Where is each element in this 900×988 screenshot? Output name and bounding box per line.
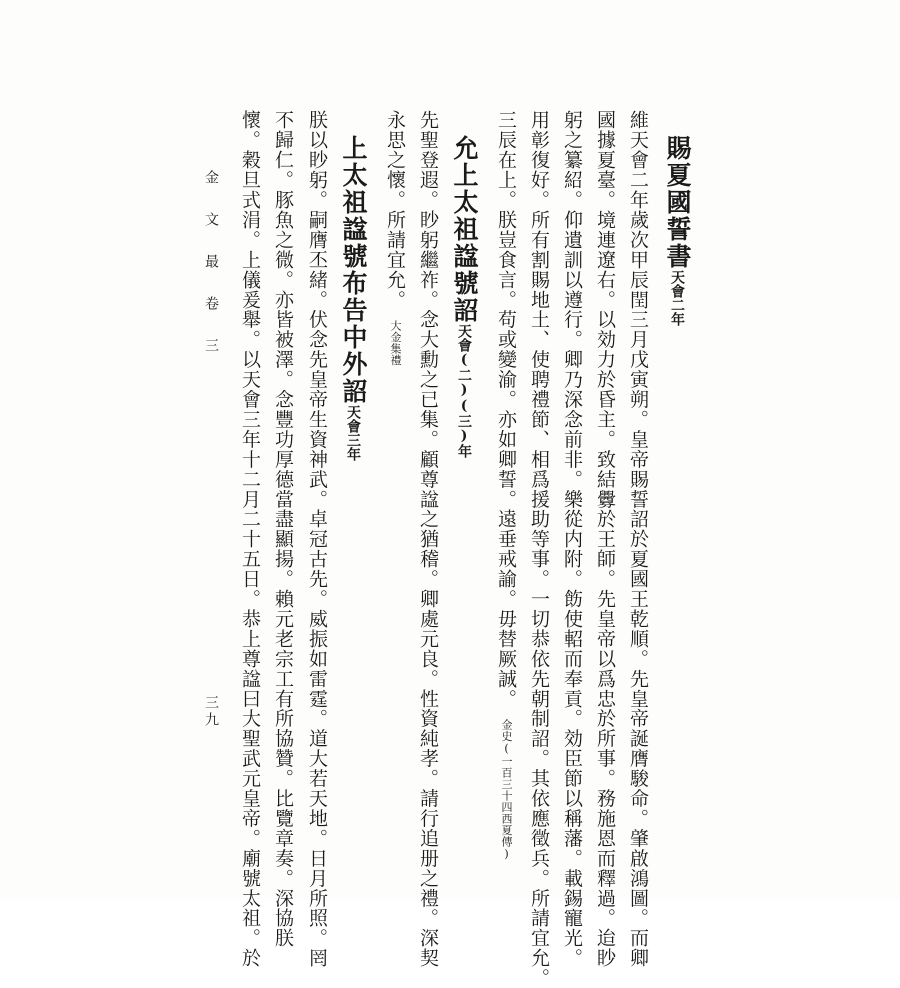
section-title-note: 天會二年 [669,270,685,326]
text-column: 懷。穀旦式涓。上儀爰舉。以天會三年十二月二十五日。恭上尊諡曰大聖武元皇帝。廟號太祖。於 [239,110,261,968]
section-title-text: 允上太祖諡號詔 [450,135,479,324]
paragraph-text: 三辰在上。朕豈食言。苟或變渝。亦如卿誓。遠垂戒諭。毋替厥誠。 [495,110,517,709]
running-header: 金 文 最 卷 三 [203,170,219,358]
text-column: 國據夏臺。境連遼右。以効力於昏主。致結釁於王師。先皇帝以爲忠於所事。務施恩而釋過。迨眇 [594,110,616,968]
section-title [341,135,366,461]
section-title [665,135,690,326]
source-citation: 大金集禮 [389,319,402,366]
text-column: 維天會二年歲次甲辰閏三月戊寅朔。皇帝賜誓詔於夏國王乾順。先皇帝誕膺駿命。肇啟鴻圖。而卿 [627,110,649,968]
text-column: 朕以眇躬。嗣膺丕緒。伏念先皇帝生資神武。卓冠古先。威振如雷霆。道大若天地。日月所照。罔 [306,110,328,968]
text-column: 用彰復好。所有割賜地土、使聘禮節、相爲援助等事。一切恭依先朝制詔。其依應徵兵。所請宜允。 [528,110,550,988]
source-citation: 金史(一百三十四西夏傳) [500,718,513,861]
text-column: 不歸仁。豚魚之微。亦皆被澤。念豐功厚德當盡顯揚。賴元老宗工有所協贊。比覽章奏。深協朕 [272,110,294,948]
paragraph-text: 永思之懷。所請宜允。 [384,110,406,310]
text-column [385,110,404,366]
section-title [452,135,477,458]
text-column: 先聖登遐。眇躬繼祚。念大勳之已集。顧尊諡之猶稽。卿處元良。性資純孝。請行追册之禮。深契 [417,110,439,968]
page-number: 三九 [203,695,219,729]
section-title-note: 天會(二)(三)年 [456,324,472,458]
section-title-text: 賜夏國誓書 [663,135,692,270]
text-column: 躬之纂紹。仰遺訓以遵行。卿乃深念前非。樂從内附。飭使軺而奉貢。効臣節以稱藩。載錫寵光。 [561,110,583,968]
text-column [496,110,515,861]
section-title-text: 上太祖諡號布告中外詔 [339,135,368,405]
section-title-note: 天會三年 [345,405,361,461]
